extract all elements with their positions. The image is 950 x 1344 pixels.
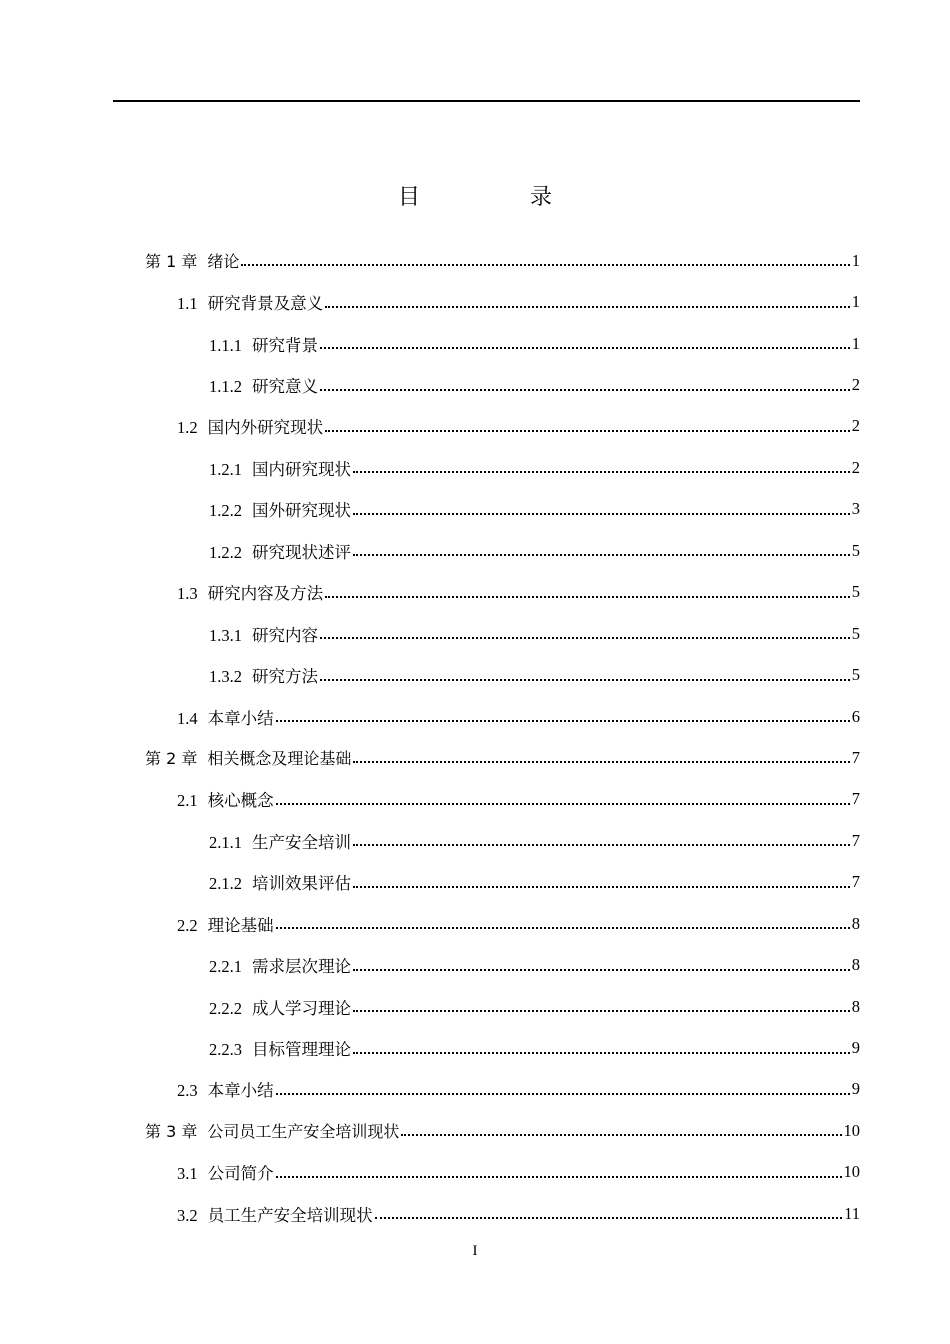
toc-entry-page: 2 <box>851 457 860 477</box>
toc-entry-label <box>209 870 351 894</box>
toc-entry-text: 核心概念 <box>207 791 274 811</box>
toc-entry-text: 研究意义 <box>252 377 318 397</box>
dot-leader <box>353 553 850 556</box>
toc-entry[interactable] <box>145 1152 860 1193</box>
toc-entry-label <box>145 746 351 769</box>
toc-entry[interactable] <box>145 240 860 281</box>
toc-entry[interactable] <box>145 1193 860 1234</box>
table-of-contents <box>145 240 860 1235</box>
toc-entry-text: 员工生产安全培训现状 <box>207 1205 373 1225</box>
toc-entry[interactable] <box>145 862 860 903</box>
dot-leader <box>353 1009 850 1012</box>
toc-entry-number: 1.2.2 <box>209 501 242 521</box>
dot-leader <box>276 926 850 929</box>
dot-leader <box>325 595 850 598</box>
toc-entry-label <box>209 1036 351 1060</box>
toc-entry-number: 2.2.2 <box>209 998 242 1018</box>
dot-leader <box>276 802 850 805</box>
toc-entry[interactable] <box>145 364 860 405</box>
toc-entry-label <box>145 249 239 272</box>
toc-entry-text: 本章小结 <box>207 708 274 728</box>
toc-entry-page: 5 <box>851 623 860 643</box>
dot-leader <box>276 1175 842 1178</box>
toc-entry[interactable] <box>145 820 860 861</box>
toc-entry-number: 2.2 <box>177 915 198 935</box>
toc-entry-label <box>209 456 351 480</box>
toc-entry-label <box>209 995 351 1019</box>
toc-entry-text: 目标管理理论 <box>252 1040 351 1060</box>
toc-entry-page: 2 <box>851 416 860 436</box>
toc-entry-page: 9 <box>851 1038 860 1058</box>
toc-entry-page: 7 <box>851 789 860 809</box>
toc-entry-page: 6 <box>851 706 860 726</box>
toc-entry-text: 理论基础 <box>207 915 274 935</box>
header-rule <box>113 100 860 102</box>
toc-entry-text: 研究方法 <box>252 667 318 687</box>
toc-entry-number: 2.3 <box>177 1081 198 1101</box>
toc-entry-label <box>177 580 323 604</box>
toc-entry-number: 1.3.2 <box>209 667 242 687</box>
dot-leader <box>353 512 850 515</box>
toc-entry-page: 8 <box>851 913 860 933</box>
toc-entry-page: 9 <box>851 1079 860 1099</box>
toc-entry-text: 培训效果评估 <box>252 874 351 894</box>
toc-entry-page: 7 <box>851 747 860 767</box>
toc-entry-page: 11 <box>844 1203 860 1223</box>
toc-entry-label <box>177 1077 274 1101</box>
page-number: I <box>472 1243 478 1259</box>
dot-leader <box>276 719 850 722</box>
toc-entry-label <box>209 373 318 397</box>
toc-entry-page: 1 <box>851 250 860 270</box>
dot-leader <box>241 263 849 266</box>
toc-entry-label <box>177 912 274 936</box>
toc-entry-number: 2.2.1 <box>209 957 242 977</box>
toc-entry-page: 5 <box>851 582 860 602</box>
toc-entry-text: 需求层次理论 <box>252 957 351 977</box>
toc-entry-page: 1 <box>851 333 860 353</box>
toc-entry-page: 10 <box>843 1120 860 1140</box>
toc-entry-page: 10 <box>843 1162 860 1182</box>
toc-entry[interactable] <box>145 1110 860 1151</box>
toc-entry-text: 国内外研究现状 <box>207 418 324 438</box>
toc-entry-page: 8 <box>851 996 860 1016</box>
toc-entry-number: 1.2.2 <box>209 542 242 562</box>
toc-entry-number: 第 3 章 <box>145 1122 198 1142</box>
toc-entry[interactable] <box>145 1069 860 1110</box>
dot-leader <box>401 1133 841 1136</box>
dot-leader <box>320 636 850 639</box>
toc-entry-number: 1.2 <box>177 418 198 438</box>
toc-entry-number: 3.1 <box>177 1164 198 1184</box>
toc-entry-page: 3 <box>851 499 860 519</box>
toc-entry[interactable] <box>145 986 860 1027</box>
toc-entry-number: 1.1 <box>177 294 198 314</box>
toc-entry-text: 研究现状述评 <box>252 542 351 562</box>
toc-entry-number: 2.1 <box>177 791 198 811</box>
toc-entry-page: 8 <box>851 955 860 975</box>
dot-leader <box>325 429 850 432</box>
toc-entry-label <box>209 497 351 521</box>
toc-entry[interactable] <box>145 530 860 571</box>
toc-entry-number: 2.2.3 <box>209 1040 242 1060</box>
toc-entry-text: 生产安全培训 <box>252 832 351 852</box>
toc-entry-label <box>145 1119 399 1142</box>
toc-title: 目 录 <box>397 185 596 210</box>
toc-entry-page: 7 <box>851 830 860 850</box>
toc-entry-page: 5 <box>851 665 860 685</box>
toc-entry-page: 1 <box>851 292 860 312</box>
toc-entry[interactable] <box>145 696 860 737</box>
toc-entry-text: 公司简介 <box>207 1164 274 1184</box>
toc-entry-number: 2.1.2 <box>209 874 242 894</box>
toc-entry-label <box>209 829 351 853</box>
toc-entry[interactable] <box>145 654 860 695</box>
toc-entry[interactable] <box>145 406 860 447</box>
toc-entry-number: 1.3.1 <box>209 625 242 645</box>
toc-entry-label <box>177 787 274 811</box>
toc-entry-label <box>177 414 323 438</box>
toc-entry-text: 成人学习理论 <box>252 998 351 1018</box>
toc-entry-label <box>209 622 318 646</box>
toc-entry[interactable] <box>145 779 860 820</box>
dot-leader <box>375 1216 842 1219</box>
toc-entry[interactable] <box>145 737 860 778</box>
toc-entry-number: 1.3 <box>177 584 198 604</box>
dot-leader <box>320 388 850 391</box>
toc-entry-text: 本章小结 <box>207 1081 274 1101</box>
toc-entry-text: 研究内容及方法 <box>207 584 324 604</box>
toc-entry-label <box>209 539 351 563</box>
toc-entry[interactable] <box>145 1027 860 1068</box>
toc-entry[interactable] <box>145 903 860 944</box>
toc-entry-label <box>177 1202 373 1226</box>
toc-entry[interactable] <box>145 323 860 364</box>
toc-entry-text: 研究内容 <box>252 625 318 645</box>
toc-entry-number: 1.2.1 <box>209 459 242 479</box>
dot-leader <box>276 1092 850 1095</box>
toc-entry-label <box>209 663 318 687</box>
toc-entry-number: 1.1.1 <box>209 335 242 355</box>
toc-entry-label <box>209 332 318 356</box>
dot-leader <box>353 760 849 763</box>
toc-entry-number: 3.2 <box>177 1205 198 1225</box>
toc-entry-page: 7 <box>851 872 860 892</box>
dot-leader <box>353 885 850 888</box>
dot-leader <box>353 470 850 473</box>
toc-entry-label <box>177 705 274 729</box>
toc-entry-text: 公司员工生产安全培训现状 <box>207 1122 400 1142</box>
toc-entry-text: 研究背景及意义 <box>207 294 324 314</box>
toc-entry[interactable] <box>145 613 860 654</box>
toc-entry-label <box>209 953 351 977</box>
toc-entry-number: 2.1.1 <box>209 832 242 852</box>
toc-entry[interactable] <box>145 944 860 985</box>
toc-entry-number: 第 2 章 <box>145 749 198 769</box>
toc-entry-label <box>177 1160 274 1184</box>
toc-entry-number: 第 1 章 <box>145 252 198 272</box>
toc-entry-number: 1.1.2 <box>209 377 242 397</box>
dot-leader <box>320 346 850 349</box>
dot-leader <box>353 1051 850 1054</box>
toc-entry-text: 绪论 <box>207 252 240 272</box>
toc-entry-text: 研究背景 <box>252 335 318 355</box>
toc-entry-label <box>177 290 323 314</box>
dot-leader <box>320 678 850 681</box>
toc-entry[interactable] <box>145 281 860 322</box>
toc-entry-page: 2 <box>851 375 860 395</box>
toc-entry-text: 相关概念及理论基础 <box>207 749 352 769</box>
dot-leader <box>325 305 850 308</box>
dot-leader <box>353 968 850 971</box>
toc-entry[interactable] <box>145 489 860 530</box>
dot-leader <box>353 843 850 846</box>
toc-entry[interactable] <box>145 572 860 613</box>
toc-entry-text: 国外研究现状 <box>252 501 351 521</box>
toc-entry-text: 国内研究现状 <box>252 459 351 479</box>
toc-entry-number: 1.4 <box>177 708 198 728</box>
toc-entry-page: 5 <box>851 540 860 560</box>
toc-entry[interactable] <box>145 447 860 488</box>
